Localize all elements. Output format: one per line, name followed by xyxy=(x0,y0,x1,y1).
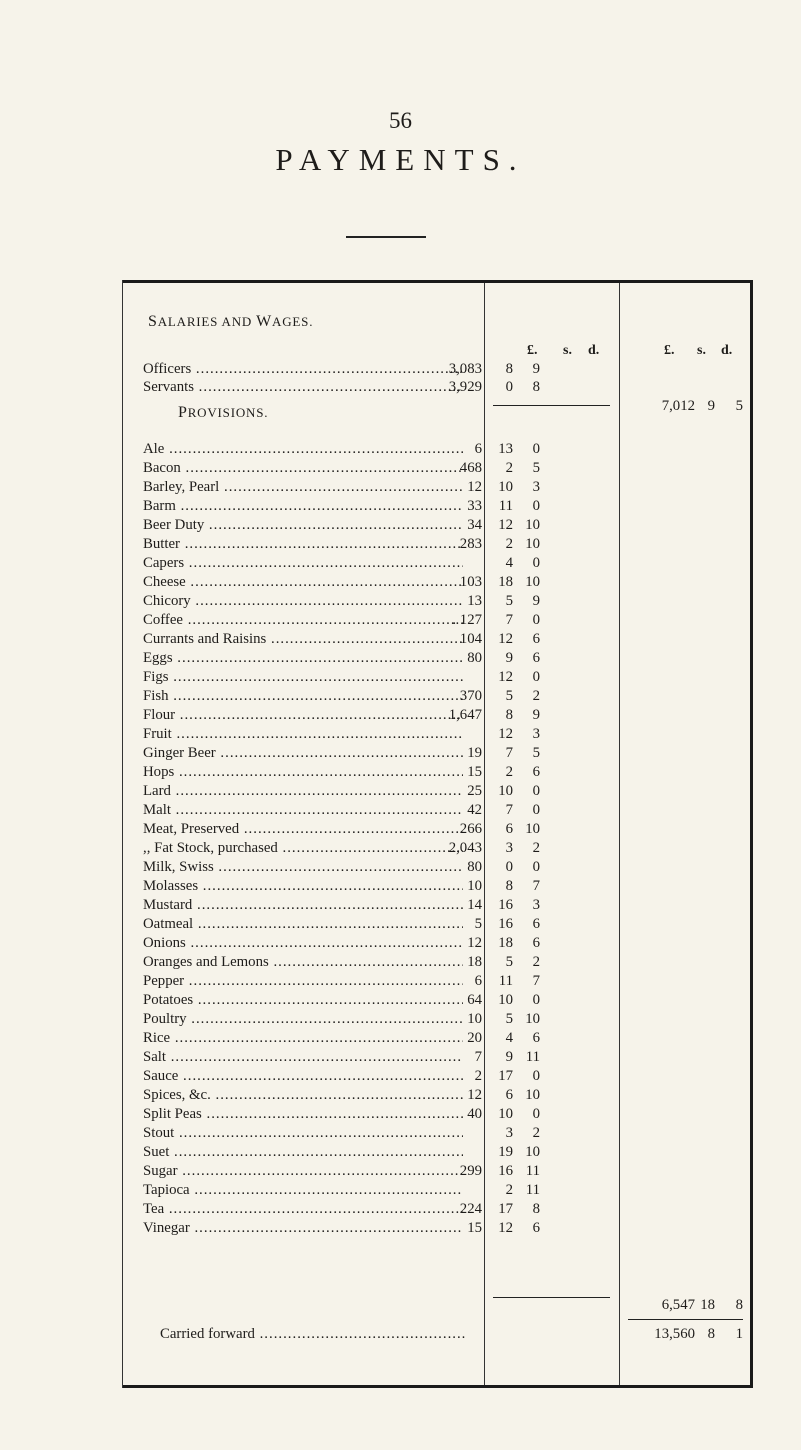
carried-forward-rule xyxy=(628,1319,743,1320)
carried-forward-row: Carried forward ..... xyxy=(160,1325,480,1343)
shillings-header: s. xyxy=(563,343,572,358)
table-row: ,, Fat Stock, purchased ..... 2,043 3 2 xyxy=(143,839,620,857)
table-row: Coffee ..... . 127 7 0 xyxy=(143,611,620,629)
salaries-subtotal-rule xyxy=(493,405,610,406)
provisions-subtotal-rule xyxy=(493,1297,610,1298)
table-row: Spices, &c. ..... 12 6 10 xyxy=(143,1086,620,1104)
table-row: Beer Duty ..... 34 12 10 xyxy=(143,516,620,534)
shillings-header: s. xyxy=(697,343,706,358)
pence-header: d. xyxy=(588,343,600,358)
table-row: Rice ..... 20 4 6 xyxy=(143,1029,620,1047)
table-frame-right xyxy=(750,280,753,1388)
table-row: Oranges and Lemons ..... 18 5 2 xyxy=(143,953,620,971)
table-row: Barley, Pearl ..... 12 10 3 xyxy=(143,478,620,496)
table-row: Onions ..... 12 18 6 xyxy=(143,934,620,952)
table-row: Poultry ..... 10 5 10 xyxy=(143,1010,620,1028)
page-number: 56 xyxy=(389,108,412,133)
provisions-total: 6,547 18 8 xyxy=(661,1297,743,1313)
salary-row: Officers ..... 3,083 8 9 xyxy=(143,360,620,378)
page-title: PAYMENTS. xyxy=(275,142,526,177)
provisions-heading: PROVISIONS. xyxy=(178,404,269,421)
table-row: Fish ..... 370 5 2 xyxy=(143,687,620,705)
table-row: Malt ..... 42 7 0 xyxy=(143,801,620,819)
table-row: Suet ..... 19 10 xyxy=(143,1143,620,1161)
table-row: Barm ..... 33 11 0 xyxy=(143,497,620,515)
pence-header: d. xyxy=(721,343,733,358)
table-row: Butter ..... 283 2 10 xyxy=(143,535,620,553)
table-row: Tea ..... 224 17 8 xyxy=(143,1200,620,1218)
table-row: Oatmeal ..... 5 16 6 xyxy=(143,915,620,933)
table-row: Bacon ..... 468 2 5 xyxy=(143,459,620,477)
table-row: Vinegar ..... 15 12 6 xyxy=(143,1219,620,1237)
table-row: Currants and Raisins ..... 104 12 6 xyxy=(143,630,620,648)
pound-header: £. xyxy=(527,343,538,358)
table-row: Hops ..... 15 2 6 xyxy=(143,763,620,781)
table-row: Sauce ..... 2 17 0 xyxy=(143,1067,620,1085)
table-row: Cheese ..... 103 18 10 xyxy=(143,573,620,591)
table-frame-bottom xyxy=(122,1385,752,1388)
pound-header: £. xyxy=(664,343,675,358)
table-row: Lard ..... 25 10 0 xyxy=(143,782,620,800)
table-row: Meat, Preserved ..... 266 6 10 xyxy=(143,820,620,838)
table-row: Pepper ..... 6 11 7 xyxy=(143,972,620,990)
salaries-total: 7,012 9 5 xyxy=(661,398,743,414)
table-frame-top xyxy=(122,280,752,283)
salaries-heading: SALARIES AND WAGES. xyxy=(148,313,314,330)
table-row: Tapioca ..... 2 11 xyxy=(143,1181,620,1199)
table-row: Stout ..... 3 2 xyxy=(143,1124,620,1142)
table-row: Milk, Swiss ..... 80 0 0 xyxy=(143,858,620,876)
table-row: Sugar ..... 299 16 11 xyxy=(143,1162,620,1180)
table-row: Figs ..... 12 0 xyxy=(143,668,620,686)
table-row: Mustard ..... 14 16 3 xyxy=(143,896,620,914)
salary-row: Servants ..... 3,929 0 8 xyxy=(143,378,620,396)
table-row: Split Peas ..... 40 10 0 xyxy=(143,1105,620,1123)
carried-forward-total: 13,560 8 1 xyxy=(654,1326,743,1342)
table-row: Flour ..... 1,647 8 9 xyxy=(143,706,620,724)
title-rule xyxy=(346,236,426,238)
table-row: Potatoes ..... 64 10 0 xyxy=(143,991,620,1009)
table-row: Ale ..... 6 13 0 xyxy=(143,440,620,458)
table-row: Fruit ..... 12 3 xyxy=(143,725,620,743)
table-row: Chicory ..... 13 5 9 xyxy=(143,592,620,610)
table-row: Capers ..... 4 0 xyxy=(143,554,620,572)
table-frame-left xyxy=(122,280,123,1388)
table-row: Salt ..... 7 9 11 xyxy=(143,1048,620,1066)
table-row: Molasses ..... 10 8 7 xyxy=(143,877,620,895)
table-row: Eggs ..... 80 9 6 xyxy=(143,649,620,667)
table-row: Ginger Beer ..... 19 7 5 xyxy=(143,744,620,762)
